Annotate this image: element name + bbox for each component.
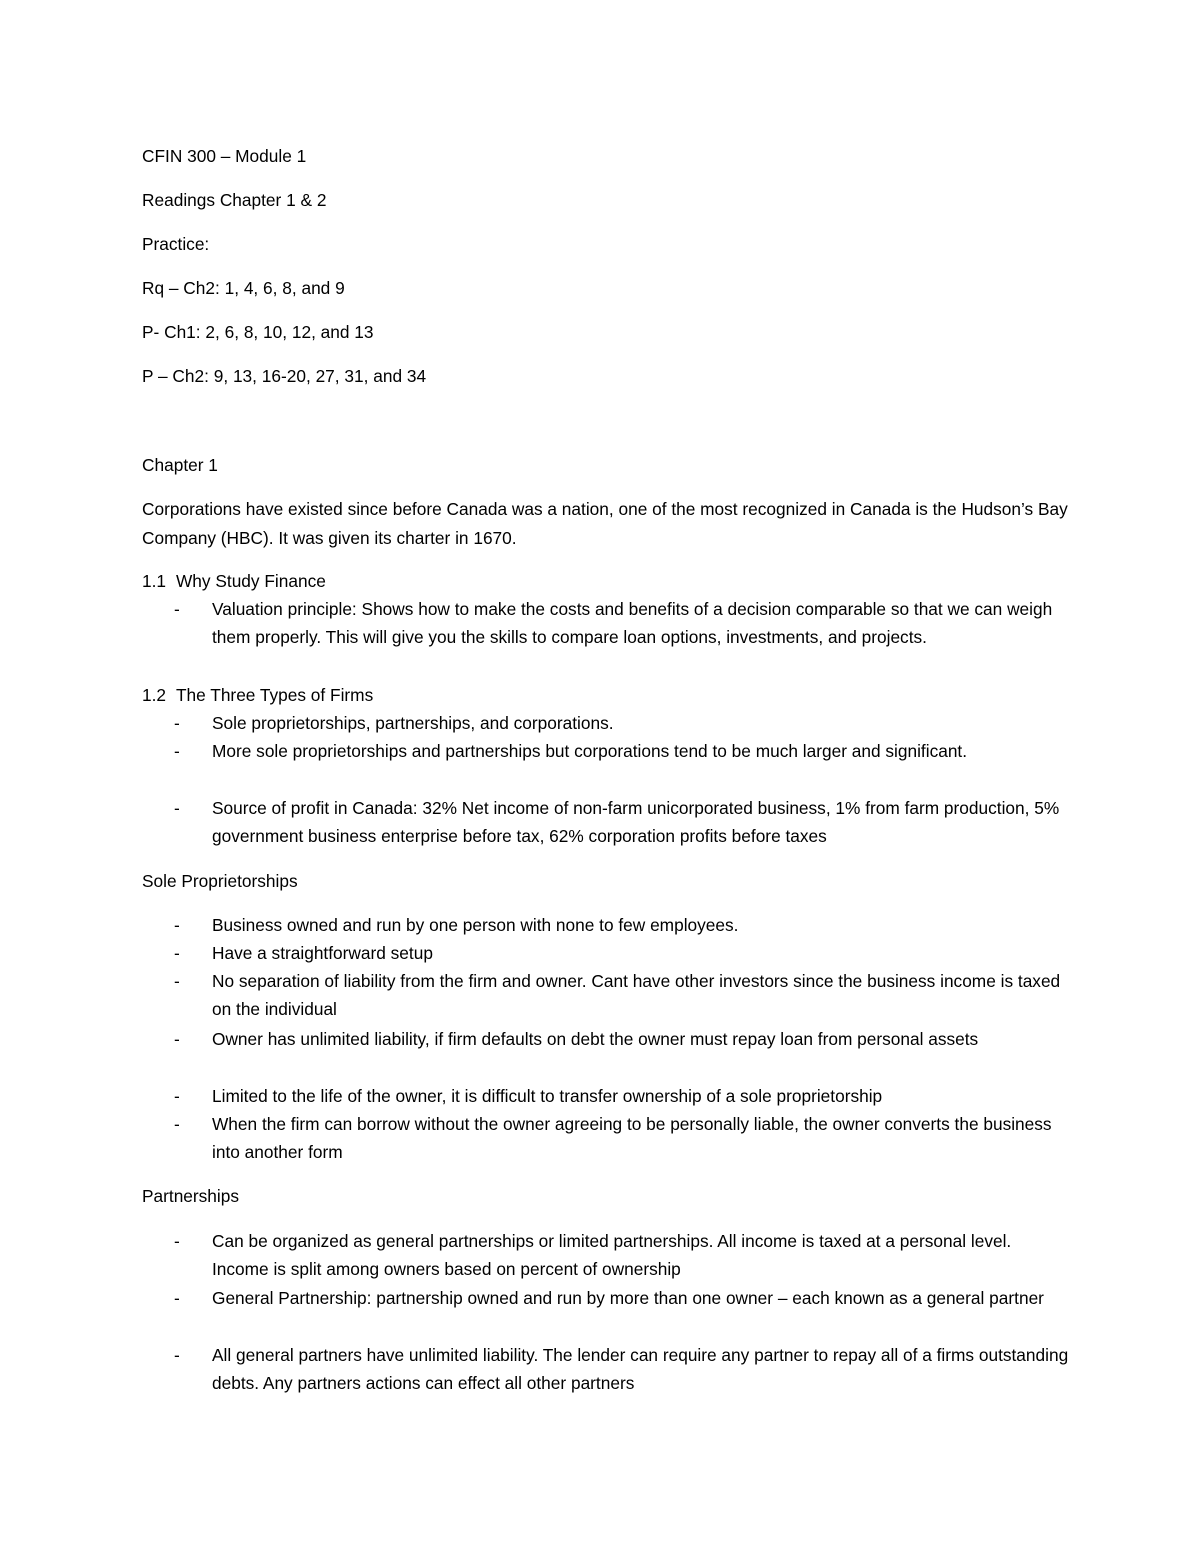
practice-label: Practice: [142,234,210,254]
bullet-dash: - [174,1288,180,1308]
section-title: The Three Types of Firms [176,685,374,705]
list-item-text: Valuation principle: Shows how to make the costs and benefits of a decision comparable so that we can weigh them properly. This will give you the skills to compare loan options, investments, and projects. [212,599,1053,648]
readings-line: Readings Chapter 1 & 2 [142,190,327,210]
list-item-text: Can be organized as general partnerships or limited partnerships. All income is taxed at a personal level. Income is split among owners based on percent of ownership [212,1231,1012,1280]
chapter-intro: Corporations have existed since before Canada was a nation, one of the most recognized in Canada is the Hudson’s Bay Company (HBC). It was given its charter in 1670. [142,499,1068,548]
section-heading-1-2 [142,681,373,709]
section-number: 1.1 [142,571,167,591]
practice-item: Rq – Ch2: 1, 4, 6, 8, and 9 [142,278,345,298]
list-item-text: All general partners have unlimited liability. The lender can require any partner to repay all of a firms outstanding debts. Any partners actions can effect all other partners [212,1345,1069,1394]
bullet-dash: - [174,741,180,761]
list-item-text: More sole proprietorships and partnerships but corporations tend to be much larger and significant. [212,741,968,761]
bullet-dash: - [174,1231,180,1251]
bullet-dash: - [174,943,180,963]
list-item-text: No separation of liability from the firm and owner. Cant have other investors since the business income is taxed on the individual [212,971,1061,1020]
practice-item: P – Ch2: 9, 13, 16-20, 27, 31, and 34 [142,366,427,386]
subheading-partnerships: Partnerships [142,1186,240,1206]
list-item-text: Owner has unlimited liability, if firm defaults on debt the owner must repay loan from personal assets [212,1029,979,1049]
bullet-dash: - [174,1345,180,1365]
document-title: CFIN 300 – Module 1 [142,146,307,166]
list-item-text: Business owned and run by one person with none to few employees. [212,915,739,935]
bullet-dash: - [174,599,180,619]
bullet-dash: - [174,971,180,991]
bullet-dash: - [174,915,180,935]
bullet-dash: - [174,1086,180,1106]
list-item-text: Limited to the life of the owner, it is difficult to transfer ownership of a sole proprietorship [212,1086,883,1106]
subheading-sole-proprietorships: Sole Proprietorships [142,871,298,891]
list-item-text: Have a straightforward setup [212,943,433,963]
list-item-text: General Partnership: partnership owned and run by more than one owner – each known as a general partner [212,1288,1044,1308]
section-title: Why Study Finance [176,571,326,591]
bullet-dash: - [174,1029,180,1049]
bullet-dash: - [174,713,180,733]
bullet-dash: - [174,1114,180,1134]
bullet-dash: - [174,798,180,818]
list-item-text: When the firm can borrow without the owner agreeing to be personally liable, the owner converts the business into another form [212,1114,1052,1163]
list-item-text: Source of profit in Canada: 32% Net income of non-farm unicorporated business, 1% from farm production, 5% government business enterprise before tax, 62% corporation profits before taxes [212,798,1060,847]
practice-item: P- Ch1: 2, 6, 8, 10, 12, and 13 [142,322,374,342]
section-number: 1.2 [142,685,167,705]
chapter-heading: Chapter 1 [142,455,218,475]
section-heading-1-1 [142,567,326,595]
list-item-text: Sole proprietorships, partnerships, and corporations. [212,713,614,733]
